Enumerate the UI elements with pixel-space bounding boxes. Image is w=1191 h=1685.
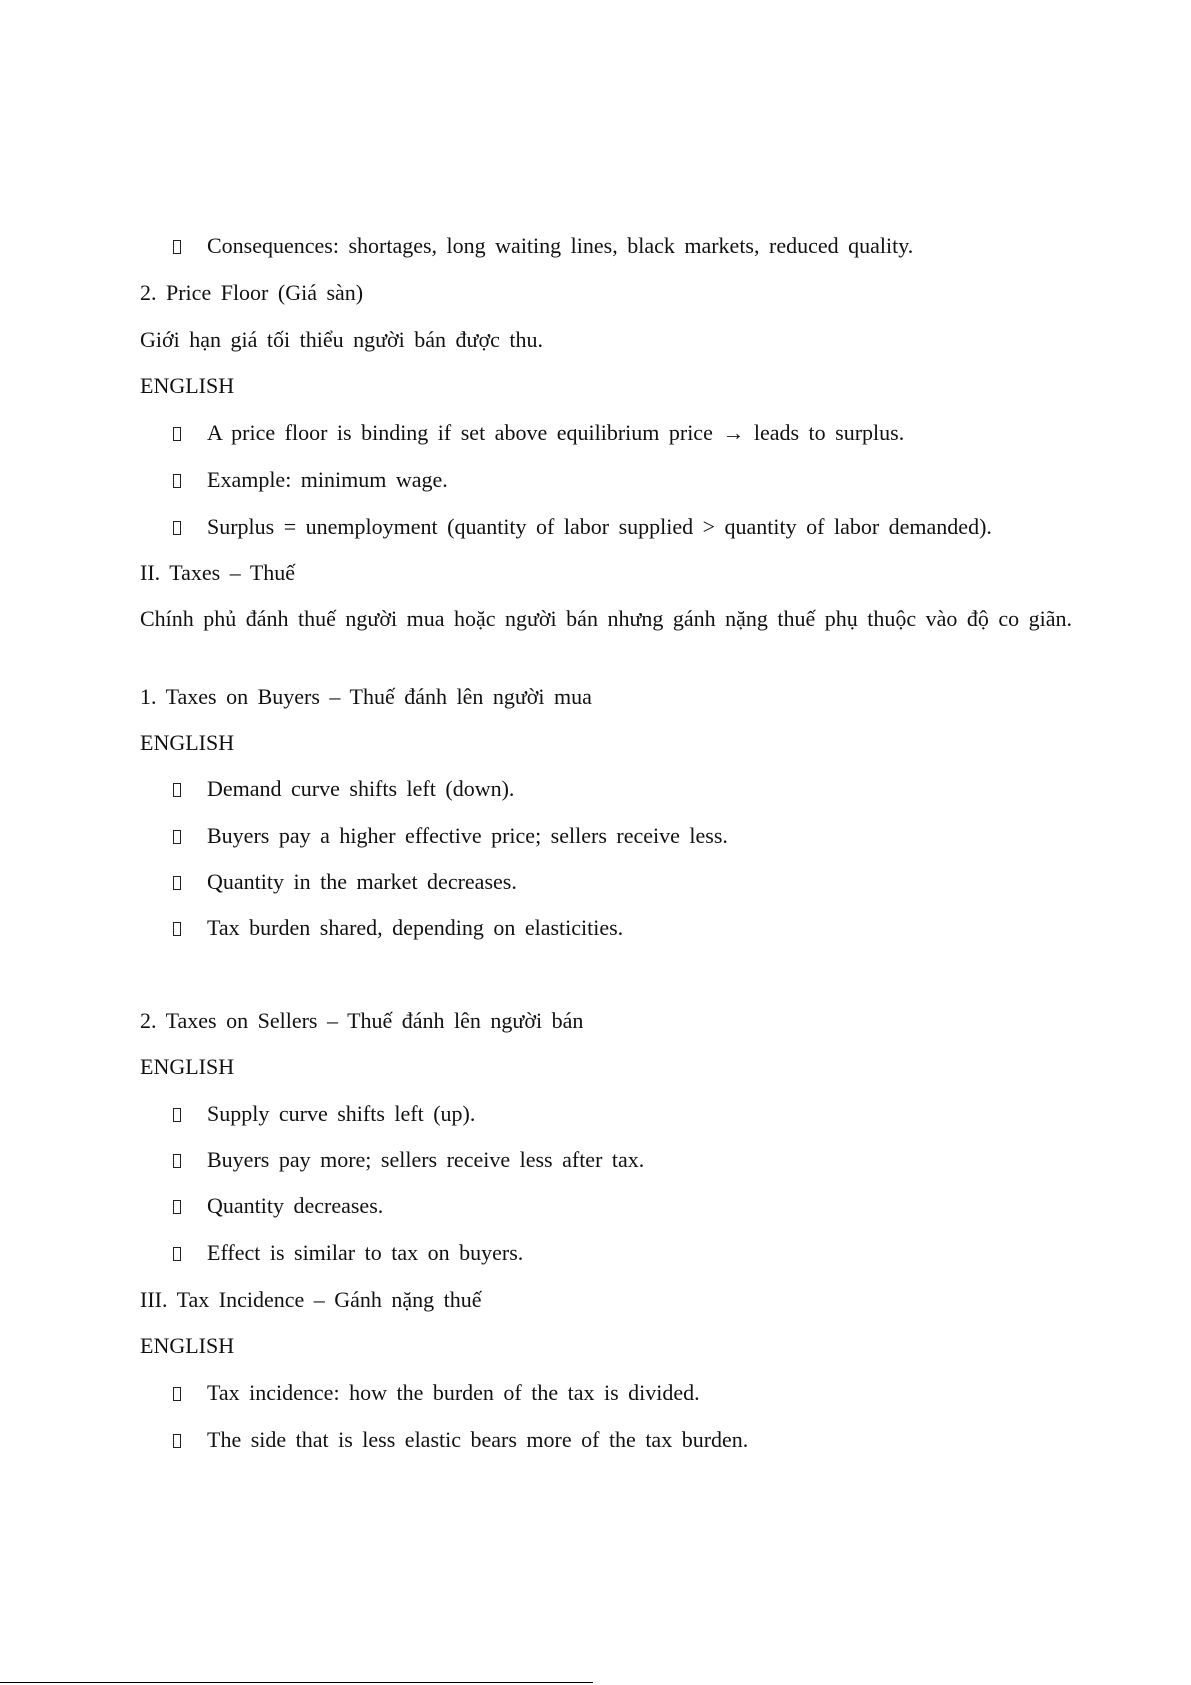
bullet-icon [173,1154,181,1168]
bullet-icon [173,922,181,936]
bullet-item [173,230,913,261]
bullet-text: Supply curve shifts left (up). [207,1101,476,1126]
bullet-text: The side that is less elastic bears more of the tax burden. [207,1427,749,1452]
bullet-text: Effect is similar to tax on buyers. [207,1240,524,1265]
bullet-text: Buyers pay more; sellers receive less after tax. [207,1147,645,1172]
english-label: ENGLISH [140,730,235,755]
bullet-item [173,1144,644,1175]
bullet-text: Demand curve shifts left (down). [207,776,515,801]
bullet-item [173,1098,475,1129]
bullet-icon [173,876,181,890]
bullet-icon [173,240,181,254]
bullet-icon [173,1108,181,1122]
bullet-item [173,464,448,495]
bullet-text: Buyers pay a higher effective price; sellers receive less. [207,823,728,848]
bullet-text: Tax incidence: how the burden of the tax is divided. [207,1380,700,1405]
bullet-icon [173,427,181,441]
bullet-icon [173,474,181,488]
footnote-divider [0,1682,593,1683]
section-heading-taxes: II. Taxes – Thuế [140,560,296,585]
bullet-item [173,417,904,448]
bullet-item [173,1237,523,1268]
bullet-item [173,866,517,897]
bullet-icon [173,1247,181,1261]
bullet-item [173,1190,383,1221]
english-label: ENGLISH [140,1333,235,1358]
bullet-text: A price floor is binding if set above equilibrium price → leads to surplus. [207,420,905,445]
bullet-icon [173,1434,181,1448]
paragraph-price-floor-vi: Giới hạn giá tối thiểu người bán được thu. [140,327,543,352]
bullet-text: Quantity decreases. [207,1193,384,1218]
bullet-item [173,773,514,804]
section-heading-taxes-on-buyers: 1. Taxes on Buyers – Thuế đánh lên người mua [140,684,592,709]
bullet-item [173,912,623,943]
english-label: ENGLISH [140,1054,235,1079]
bullet-icon [173,783,181,797]
paragraph-taxes-vi: Chính phủ đánh thuế người mua hoặc người bán nhưng gánh nặng thuế phụ thuộc vào độ co giãn. [140,606,1073,631]
bullet-icon [173,521,181,535]
bullet-text: Example: minimum wage. [207,467,448,492]
bullet-text: Surplus = unemployment (quantity of labor supplied > quantity of labor demanded). [207,514,992,539]
section-heading-tax-incidence: III. Tax Incidence – Gánh nặng thuế [140,1287,482,1312]
bullet-text: Consequences: shortages, long waiting lines, black markets, reduced quality. [207,233,914,258]
bullet-text: Tax burden shared, depending on elasticities. [207,915,624,940]
bullet-icon [173,830,181,844]
bullet-item [173,1424,748,1455]
bullet-text: Quantity in the market decreases. [207,869,517,894]
bullet-item [173,820,728,851]
bullet-item [173,511,992,542]
bullet-icon [173,1200,181,1214]
section-heading-price-floor: 2. Price Floor (Giá sàn) [140,280,364,305]
bullet-icon [173,1387,181,1401]
bullet-item [173,1377,700,1408]
english-label: ENGLISH [140,373,235,398]
section-heading-taxes-on-sellers: 2. Taxes on Sellers – Thuế đánh lên người bán [140,1008,584,1033]
